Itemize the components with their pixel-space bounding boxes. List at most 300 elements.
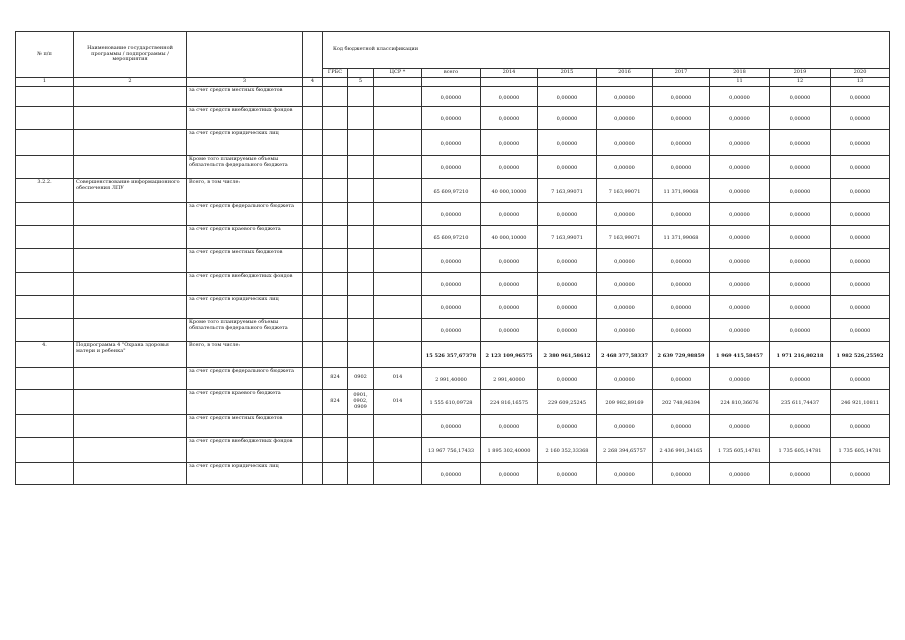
row-grbs bbox=[323, 272, 348, 295]
row-amount: 0,00000 bbox=[597, 106, 653, 129]
row-amount: 202 748,96394 bbox=[653, 389, 710, 414]
row-amount: 0,00000 bbox=[422, 106, 481, 129]
row-amount: 40 000,10000 bbox=[481, 178, 538, 202]
row-rzpr: 0902 bbox=[348, 367, 374, 389]
row-name bbox=[74, 414, 187, 437]
year-header-2019: 2019 bbox=[770, 69, 831, 78]
row-amount: 0,00000 bbox=[831, 295, 890, 318]
row-funding-source: за счет средств краевого бюджета bbox=[187, 225, 303, 248]
row-number bbox=[16, 106, 74, 129]
col-number: 13 bbox=[831, 78, 890, 87]
row-amount: 15 526 357,67378 bbox=[422, 341, 481, 367]
row-amount: 0,00000 bbox=[770, 367, 831, 389]
row-amount: 0,00000 bbox=[481, 318, 538, 341]
row-amount: 0,00000 bbox=[481, 202, 538, 225]
header-row-main bbox=[16, 32, 890, 69]
row-amount: 1 971 216,80218 bbox=[770, 341, 831, 367]
row-amount: 0,00000 bbox=[538, 106, 597, 129]
row-amount: 0,00000 bbox=[597, 318, 653, 341]
row-amount: 0,00000 bbox=[653, 155, 710, 178]
row-name bbox=[74, 86, 187, 106]
row-name bbox=[74, 437, 187, 462]
row-amount: 1 735 605,14781 bbox=[710, 437, 770, 462]
row-grbs: 824 bbox=[323, 367, 348, 389]
row-rzpr bbox=[348, 178, 374, 202]
row-grbs bbox=[323, 202, 348, 225]
row-amount: 0,00000 bbox=[538, 272, 597, 295]
row-amount: 0,00000 bbox=[538, 295, 597, 318]
row-amount: 0,00000 bbox=[538, 318, 597, 341]
row-amount: 0,00000 bbox=[770, 225, 831, 248]
row-spacer bbox=[303, 225, 323, 248]
row-spacer bbox=[303, 462, 323, 484]
row-name: Подпрограмма 4 "Охрана здоровья матери и ребенка" bbox=[74, 341, 187, 367]
row-amount: 246 921,10811 bbox=[831, 389, 890, 414]
row-amount: 0,00000 bbox=[831, 414, 890, 437]
year-header-2017: 2017 bbox=[653, 69, 710, 78]
row-amount: 0,00000 bbox=[710, 155, 770, 178]
row-funding-source: за счет средств федерального бюджета bbox=[187, 202, 303, 225]
row-csr bbox=[374, 225, 422, 248]
row-name: Совершенствование информационного обеспечения ЛПУ bbox=[74, 178, 187, 202]
row-amount: 0,00000 bbox=[597, 86, 653, 106]
row-name bbox=[74, 272, 187, 295]
table-row bbox=[16, 341, 890, 367]
row-rzpr bbox=[348, 202, 374, 225]
row-funding-source: за счет средств юридических лиц bbox=[187, 129, 303, 155]
row-amount: 11 371,99068 bbox=[653, 178, 710, 202]
row-amount: 0,00000 bbox=[481, 129, 538, 155]
row-spacer bbox=[303, 86, 323, 106]
row-spacer bbox=[303, 367, 323, 389]
row-amount: 1 735 605,14781 bbox=[770, 437, 831, 462]
row-amount: 0,00000 bbox=[597, 295, 653, 318]
row-funding-source: Всего, в том числе: bbox=[187, 341, 303, 367]
row-amount: 0,00000 bbox=[710, 106, 770, 129]
row-amount: 0,00000 bbox=[710, 462, 770, 484]
table-row bbox=[16, 389, 890, 414]
row-amount: 0,00000 bbox=[538, 462, 597, 484]
row-amount: 0,00000 bbox=[422, 129, 481, 155]
col-number bbox=[374, 78, 422, 87]
row-amount: 0,00000 bbox=[831, 86, 890, 106]
col-spacer-header bbox=[303, 32, 323, 78]
row-funding-source: за счет средств местных бюджетов bbox=[187, 86, 303, 106]
col-number: 5 bbox=[348, 78, 374, 87]
table-row bbox=[16, 202, 890, 225]
row-rzpr bbox=[348, 341, 374, 367]
row-amount: 0,00000 bbox=[770, 295, 831, 318]
row-rzpr bbox=[348, 414, 374, 437]
col-number: 12 bbox=[770, 78, 831, 87]
row-csr bbox=[374, 248, 422, 272]
table-row bbox=[16, 106, 890, 129]
csr-header: ЦСР * bbox=[374, 69, 422, 78]
row-amount: 0,00000 bbox=[422, 414, 481, 437]
row-amount: 2 160 352,33368 bbox=[538, 437, 597, 462]
row-amount: 0,00000 bbox=[538, 86, 597, 106]
row-rzpr bbox=[348, 437, 374, 462]
row-amount: 0,00000 bbox=[538, 202, 597, 225]
row-csr: 014 bbox=[374, 389, 422, 414]
row-name bbox=[74, 318, 187, 341]
row-amount: 0,00000 bbox=[710, 248, 770, 272]
row-amount: 0,00000 bbox=[597, 367, 653, 389]
row-amount: 0,00000 bbox=[770, 155, 831, 178]
table-body bbox=[16, 86, 890, 484]
year-header-2014: 2014 bbox=[481, 69, 538, 78]
col-number bbox=[481, 78, 538, 87]
row-funding-source: Кроме того планируемые объемы обязательств федерального бюджета bbox=[187, 318, 303, 341]
row-amount: 0,00000 bbox=[597, 414, 653, 437]
row-amount: 7 163,99071 bbox=[538, 225, 597, 248]
row-number bbox=[16, 437, 74, 462]
row-amount: 0,00000 bbox=[422, 155, 481, 178]
row-csr bbox=[374, 318, 422, 341]
row-spacer bbox=[303, 202, 323, 225]
row-amount: 0,00000 bbox=[710, 178, 770, 202]
table-row bbox=[16, 295, 890, 318]
row-amount: 0,00000 bbox=[653, 272, 710, 295]
row-amount: 0,00000 bbox=[481, 272, 538, 295]
header-row-numbers bbox=[16, 78, 890, 87]
row-amount: 0,00000 bbox=[597, 462, 653, 484]
row-amount: 0,00000 bbox=[538, 248, 597, 272]
row-amount: 0,00000 bbox=[831, 178, 890, 202]
row-amount: 224 810,36676 bbox=[710, 389, 770, 414]
table-row bbox=[16, 367, 890, 389]
col-number bbox=[422, 78, 481, 87]
budget-code-header: Код бюджетной классификации bbox=[323, 32, 890, 69]
row-number bbox=[16, 155, 74, 178]
row-amount: 0,00000 bbox=[770, 86, 831, 106]
row-grbs bbox=[323, 106, 348, 129]
row-rzpr bbox=[348, 318, 374, 341]
row-amount: 0,00000 bbox=[597, 202, 653, 225]
row-amount: 2 380 961,58612 bbox=[538, 341, 597, 367]
row-grbs: 824 bbox=[323, 389, 348, 414]
row-csr bbox=[374, 178, 422, 202]
row-funding-source: за счет средств федерального бюджета bbox=[187, 367, 303, 389]
row-amount: 7 163,99071 bbox=[597, 225, 653, 248]
row-amount: 0,00000 bbox=[770, 414, 831, 437]
table-row bbox=[16, 318, 890, 341]
row-name bbox=[74, 248, 187, 272]
col-number: 2 bbox=[74, 78, 187, 87]
row-csr bbox=[374, 341, 422, 367]
row-rzpr bbox=[348, 225, 374, 248]
row-number bbox=[16, 318, 74, 341]
table-row bbox=[16, 272, 890, 295]
row-amount: 0,00000 bbox=[770, 106, 831, 129]
row-spacer bbox=[303, 389, 323, 414]
row-funding-source: за счет средств внебюджетных фондов bbox=[187, 437, 303, 462]
row-rzpr bbox=[348, 86, 374, 106]
col-source-header bbox=[187, 32, 303, 78]
row-rzpr bbox=[348, 129, 374, 155]
row-amount: 40 000,10000 bbox=[481, 225, 538, 248]
row-amount: 0,00000 bbox=[770, 272, 831, 295]
row-grbs bbox=[323, 155, 348, 178]
row-amount: 0,00000 bbox=[538, 155, 597, 178]
row-spacer bbox=[303, 129, 323, 155]
row-number bbox=[16, 295, 74, 318]
row-number bbox=[16, 272, 74, 295]
year-header-2018: 2018 bbox=[710, 69, 770, 78]
row-csr bbox=[374, 414, 422, 437]
row-grbs bbox=[323, 248, 348, 272]
row-amount: 0,00000 bbox=[481, 462, 538, 484]
col-number: 1 bbox=[16, 78, 74, 87]
row-amount: 7 163,99071 bbox=[597, 178, 653, 202]
row-amount: 0,00000 bbox=[710, 295, 770, 318]
row-rzpr bbox=[348, 155, 374, 178]
row-spacer bbox=[303, 318, 323, 341]
row-amount: 229 609,25245 bbox=[538, 389, 597, 414]
row-funding-source: Всего, в том числе: bbox=[187, 178, 303, 202]
row-amount: 1 969 415,58457 bbox=[710, 341, 770, 367]
col-number bbox=[653, 78, 710, 87]
year-header-total: всего bbox=[422, 69, 481, 78]
row-amount: 0,00000 bbox=[770, 318, 831, 341]
row-csr: 014 bbox=[374, 367, 422, 389]
row-amount: 0,00000 bbox=[422, 86, 481, 106]
row-amount: 1 735 605,14781 bbox=[831, 437, 890, 462]
row-name bbox=[74, 155, 187, 178]
row-amount: 0,00000 bbox=[653, 367, 710, 389]
row-csr bbox=[374, 202, 422, 225]
row-amount: 0,00000 bbox=[422, 202, 481, 225]
row-amount: 0,00000 bbox=[831, 462, 890, 484]
row-amount: 0,00000 bbox=[831, 248, 890, 272]
row-amount: 0,00000 bbox=[770, 202, 831, 225]
row-rzpr bbox=[348, 106, 374, 129]
table-row bbox=[16, 414, 890, 437]
row-number bbox=[16, 367, 74, 389]
row-amount: 0,00000 bbox=[538, 367, 597, 389]
row-spacer bbox=[303, 106, 323, 129]
row-amount: 0,00000 bbox=[710, 367, 770, 389]
row-amount: 0,00000 bbox=[770, 178, 831, 202]
col-number bbox=[323, 78, 348, 87]
row-number bbox=[16, 86, 74, 106]
row-funding-source: за счет средств краевого бюджета bbox=[187, 389, 303, 414]
row-name bbox=[74, 106, 187, 129]
row-amount: 2 123 109,96575 bbox=[481, 341, 538, 367]
rzpr-header bbox=[348, 69, 374, 78]
table-row bbox=[16, 225, 890, 248]
row-rzpr bbox=[348, 295, 374, 318]
table-row bbox=[16, 437, 890, 462]
row-amount: 0,00000 bbox=[422, 248, 481, 272]
row-amount: 0,00000 bbox=[710, 225, 770, 248]
row-grbs bbox=[323, 462, 348, 484]
row-spacer bbox=[303, 272, 323, 295]
table-row bbox=[16, 178, 890, 202]
row-grbs bbox=[323, 86, 348, 106]
year-header-2020: 2020 bbox=[831, 69, 890, 78]
budget-table bbox=[15, 31, 890, 485]
row-amount: 2 991,40000 bbox=[422, 367, 481, 389]
row-csr bbox=[374, 155, 422, 178]
row-number: 4. bbox=[16, 341, 74, 367]
table-row bbox=[16, 248, 890, 272]
col-number: 4 bbox=[303, 78, 323, 87]
row-amount: 0,00000 bbox=[653, 86, 710, 106]
row-amount: 1 982 526,25592 bbox=[831, 341, 890, 367]
row-amount: 65 609,97210 bbox=[422, 178, 481, 202]
row-amount: 0,00000 bbox=[422, 272, 481, 295]
row-grbs bbox=[323, 178, 348, 202]
row-csr bbox=[374, 86, 422, 106]
row-number bbox=[16, 202, 74, 225]
row-number bbox=[16, 414, 74, 437]
row-number bbox=[16, 462, 74, 484]
row-name bbox=[74, 225, 187, 248]
row-amount: 1 895 302,40000 bbox=[481, 437, 538, 462]
row-amount: 0,00000 bbox=[831, 202, 890, 225]
row-amount: 0,00000 bbox=[710, 202, 770, 225]
row-csr bbox=[374, 295, 422, 318]
row-amount: 0,00000 bbox=[597, 155, 653, 178]
row-amount: 11 371,99068 bbox=[653, 225, 710, 248]
row-funding-source: за счет средств местных бюджетов bbox=[187, 248, 303, 272]
col-number bbox=[538, 78, 597, 87]
row-amount: 209 982,89169 bbox=[597, 389, 653, 414]
row-spacer bbox=[303, 437, 323, 462]
row-amount: 0,00000 bbox=[422, 462, 481, 484]
row-funding-source: за счет средств внебюджетных фондов bbox=[187, 106, 303, 129]
col-name-header: Наименование государственной программы / подпрограммы / мероприятия bbox=[74, 32, 187, 78]
row-amount: 7 163,99071 bbox=[538, 178, 597, 202]
row-amount: 0,00000 bbox=[831, 129, 890, 155]
year-header-2016: 2016 bbox=[597, 69, 653, 78]
row-grbs bbox=[323, 341, 348, 367]
row-grbs bbox=[323, 414, 348, 437]
row-amount: 2 468 377,58337 bbox=[597, 341, 653, 367]
row-number bbox=[16, 129, 74, 155]
row-amount: 2 639 729,98859 bbox=[653, 341, 710, 367]
row-amount: 13 967 756,17433 bbox=[422, 437, 481, 462]
table-row bbox=[16, 155, 890, 178]
col-number: 11 bbox=[710, 78, 770, 87]
row-spacer bbox=[303, 295, 323, 318]
row-amount: 0,00000 bbox=[597, 272, 653, 295]
row-spacer bbox=[303, 178, 323, 202]
row-name bbox=[74, 129, 187, 155]
row-amount: 2 991,40000 bbox=[481, 367, 538, 389]
table-row bbox=[16, 86, 890, 106]
row-grbs bbox=[323, 437, 348, 462]
col-number: 3 bbox=[187, 78, 303, 87]
table-row bbox=[16, 462, 890, 484]
row-rzpr bbox=[348, 272, 374, 295]
row-name bbox=[74, 367, 187, 389]
row-amount: 0,00000 bbox=[831, 367, 890, 389]
row-amount: 0,00000 bbox=[831, 318, 890, 341]
row-amount: 0,00000 bbox=[653, 106, 710, 129]
row-csr bbox=[374, 106, 422, 129]
row-amount: 0,00000 bbox=[597, 248, 653, 272]
grbs-header: ГРБС bbox=[323, 69, 348, 78]
row-amount: 224 816,16575 bbox=[481, 389, 538, 414]
row-amount: 2 268 394,65757 bbox=[597, 437, 653, 462]
row-amount: 0,00000 bbox=[710, 318, 770, 341]
row-amount: 0,00000 bbox=[770, 462, 831, 484]
row-amount: 0,00000 bbox=[653, 462, 710, 484]
row-amount: 0,00000 bbox=[710, 414, 770, 437]
row-funding-source: за счет средств юридических лиц bbox=[187, 295, 303, 318]
row-grbs bbox=[323, 129, 348, 155]
row-number bbox=[16, 225, 74, 248]
row-csr bbox=[374, 462, 422, 484]
row-funding-source: за счет средств внебюджетных фондов bbox=[187, 272, 303, 295]
row-name bbox=[74, 295, 187, 318]
row-spacer bbox=[303, 155, 323, 178]
row-number bbox=[16, 389, 74, 414]
row-amount: 0,00000 bbox=[538, 129, 597, 155]
row-amount: 0,00000 bbox=[653, 248, 710, 272]
row-grbs bbox=[323, 295, 348, 318]
row-amount: 0,00000 bbox=[653, 318, 710, 341]
row-amount: 65 609,97210 bbox=[422, 225, 481, 248]
row-csr bbox=[374, 272, 422, 295]
row-funding-source: за счет средств местных бюджетов bbox=[187, 414, 303, 437]
row-rzpr bbox=[348, 248, 374, 272]
row-amount: 0,00000 bbox=[710, 86, 770, 106]
table-row bbox=[16, 129, 890, 155]
row-amount: 0,00000 bbox=[597, 129, 653, 155]
row-amount: 0,00000 bbox=[710, 129, 770, 155]
row-rzpr bbox=[348, 462, 374, 484]
row-amount: 0,00000 bbox=[653, 129, 710, 155]
col-number bbox=[597, 78, 653, 87]
row-name bbox=[74, 389, 187, 414]
row-amount: 0,00000 bbox=[481, 86, 538, 106]
row-funding-source: за счет средств юридических лиц bbox=[187, 462, 303, 484]
row-csr bbox=[374, 437, 422, 462]
row-amount: 0,00000 bbox=[831, 155, 890, 178]
year-header-2015: 2015 bbox=[538, 69, 597, 78]
row-name bbox=[74, 462, 187, 484]
row-amount: 0,00000 bbox=[481, 295, 538, 318]
row-amount: 0,00000 bbox=[422, 318, 481, 341]
row-rzpr: 0901, 0902, 0909 bbox=[348, 389, 374, 414]
row-amount: 0,00000 bbox=[481, 155, 538, 178]
row-amount: 0,00000 bbox=[831, 272, 890, 295]
row-funding-source: Кроме того планируемые объемы обязательств федерального бюджета bbox=[187, 155, 303, 178]
row-csr bbox=[374, 129, 422, 155]
row-amount: 0,00000 bbox=[831, 106, 890, 129]
row-amount: 0,00000 bbox=[653, 414, 710, 437]
row-amount: 0,00000 bbox=[481, 414, 538, 437]
row-spacer bbox=[303, 414, 323, 437]
row-amount: 0,00000 bbox=[422, 295, 481, 318]
row-amount: 1 555 610,09728 bbox=[422, 389, 481, 414]
row-amount: 0,00000 bbox=[481, 106, 538, 129]
row-number bbox=[16, 248, 74, 272]
row-spacer bbox=[303, 248, 323, 272]
row-amount: 2 436 991,34165 bbox=[653, 437, 710, 462]
row-amount: 0,00000 bbox=[770, 129, 831, 155]
row-grbs bbox=[323, 225, 348, 248]
row-amount: 0,00000 bbox=[710, 272, 770, 295]
row-number: 3.2.2. bbox=[16, 178, 74, 202]
row-amount: 235 611,74437 bbox=[770, 389, 831, 414]
row-name bbox=[74, 202, 187, 225]
row-grbs bbox=[323, 318, 348, 341]
row-amount: 0,00000 bbox=[831, 225, 890, 248]
